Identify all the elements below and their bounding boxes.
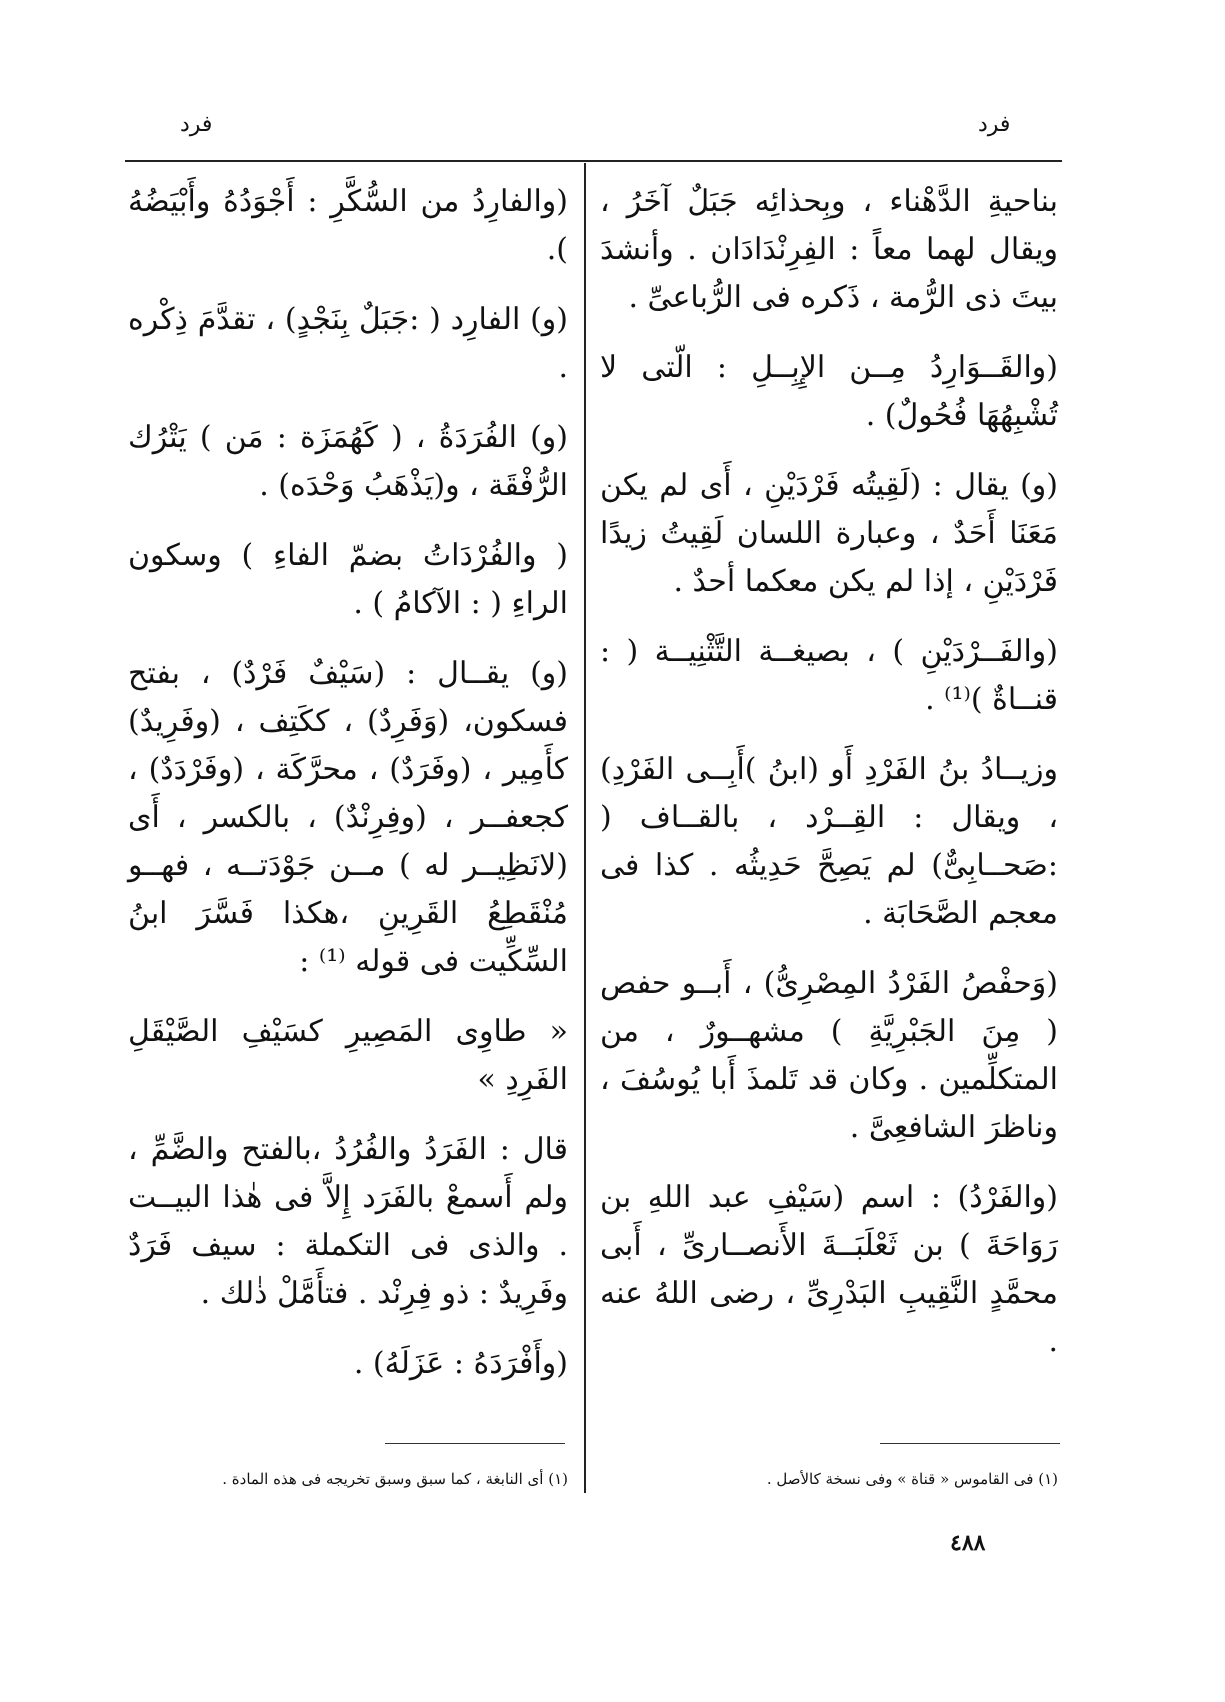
- entry: (وَحفْصُ الفَرْدُ المِصْرِىُّ) ، أَبــو حفص ( مِنَ الجَبْرِيَّةِ ) مشهــورٌ ، من المتكلِّمين . وكان قد تَلمذَ أَبا يُوسُفَ ، وناظرَ الشافعِىَّ .: [600, 966, 1058, 1145]
- entry: (والقَــوَارِدُ مِــن الإِبِــلِ : الّتى لا تُشْبِهُهَا فُحُولٌ) .: [600, 350, 1058, 433]
- entry: وزيــادُ بنُ الفَرْدِ أَو (ابنُ )أَبِــى الفَرْدِ) ، ويقال : القِــرْد ، بالقــاف ( :صَحــابِىٌّ) لم يَصِحَّ حَدِيثُه . كذا فى معجم الصَّحَابَة .: [600, 752, 1058, 931]
- entry: ( والفُرْدَاتُ بضمّ الفاءِ ) وسكون الراءِ ( : الآكامُ ) .: [128, 538, 568, 621]
- left-column: [128, 178, 568, 1410]
- running-header-right: فرد: [978, 112, 1011, 137]
- header-rule: [125, 160, 1062, 162]
- entry: قال : الفَرَدُ والفُرُدُ ،بالفتح والضَّمِّ ، ولم أَسمعْ بالفَرَد إِلاَّ فى هٰذا البيــت . والذى فى التكملة : سيف فَرَدٌ وفَرِيدٌ : ذو فِرِنْد . فتأَمَّلْ ذٰلك .: [128, 1132, 568, 1311]
- column-divider: [584, 163, 586, 1493]
- entry: (وأَفْرَدَهُ : عَزَلَهُ) .: [353, 1346, 568, 1381]
- right-column: [600, 178, 1058, 1388]
- entry: (والفارِدُ من السُّكَّرِ : أَجْوَدُهُ وأَبْيَضُهُ ).: [128, 184, 568, 267]
- footnote-right: (١) فى القاموس « قناة » وفى نسخة كالأصل .: [766, 1470, 1058, 1488]
- entry: بناحيةِ الدَّهْناء ، وبِحذائِه جَبَلٌ آخَرُ ، ويقال لهما معاً : الفِرِنْدَادَان . وأنشدَ بيتَ ذى الرُّمة ، ذَكره فى الرُّباعىِّ .: [600, 184, 1058, 315]
- footnote-left: (١) أى النابغة ، كما سبق وسبق تخريجه فى هذه المادة .: [222, 1470, 568, 1488]
- entry: (و) الفارِد ( :جَبَلٌ بِنَجْدٍ) ، تقدَّمَ ذِكْره .: [128, 302, 568, 385]
- running-header-left: فرد: [180, 112, 213, 137]
- footnote-rule-right: [880, 1443, 1060, 1444]
- page-number: ٤٨٨: [950, 1530, 986, 1556]
- footnote-rule-left: [385, 1443, 565, 1444]
- entry: (والفَــرْدَيْنِ ) ، بصيغــة التَّثْنِيــة ( : قنــاةٌ )⁽¹⁾ .: [600, 634, 1058, 717]
- verse-quote: « طاوِى المَصِيرِ كسَيْفِ الصَّيْقَلِ الفَرِدِ »: [128, 1014, 568, 1097]
- entry: (و) يقال : (لَقِيتُه فَرْدَيْنِ ، أَى لم يكن مَعَنَا أَحَدٌ ، وعبارة اللسان لَقِيتُ زيدًا فَرْدَيْنِ ، إذا لم يكن معكما أحدٌ .: [600, 468, 1058, 599]
- entry: (و) يقــال : (سَيْفٌ فَرْدٌ) ، بفتح فسكون، (وَفَرِدٌ) ، ككَتِف ، (وفَرِيدٌ) كأَمِير ، (وفَرَدٌ) ، محرَّكَة ، (وفَرْدَدٌ) ، كجعفــر ، (وفِرِنْدٌ) ، بالكسر ، أَى (لانَظِيــر له ) مــن جَوْدَتــه ، فهــو مُنْقَطِعُ القَرِينِ ،هكذا فَسَّرَ ابنُ السِّكِّيت فى قوله ⁽¹⁾ :: [128, 656, 568, 979]
- entry: (و) الفُرَدَةُ ، ( كَهُمَزَة : مَن ) يَتْرُك الرُّفْقَة ، و(يَذْهَبُ وَحْدَه) .: [128, 420, 568, 503]
- entry: (والفَرْدُ) : اسم (سَيْفِ عبد اللهِ بن رَوَاحَةَ ) بن ثَعْلَبَــةَ الأَنصــارىِّ ، أَبى محمَّدٍ النَّقِيبِ البَدْرِىِّ ، رضى اللهُ عنه .: [600, 1180, 1058, 1359]
